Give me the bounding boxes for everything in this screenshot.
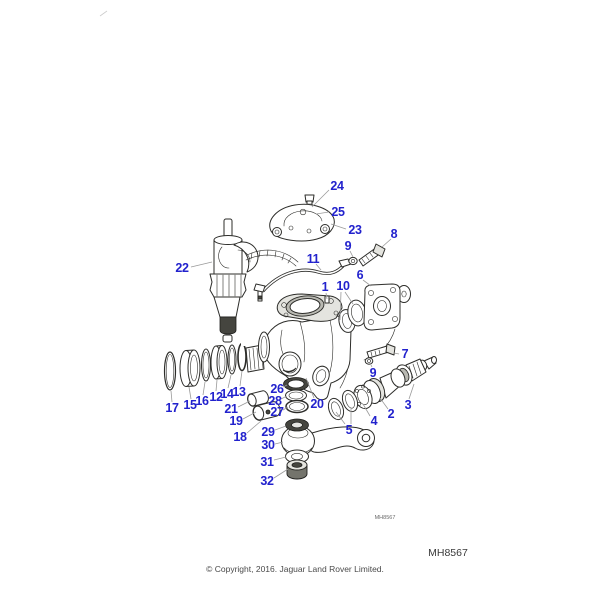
part-label-9[interactable]: 9 xyxy=(369,366,377,380)
drop-arm-illustration xyxy=(282,419,375,479)
part-label-10[interactable]: 10 xyxy=(336,279,350,293)
part-label-28[interactable]: 28 xyxy=(268,394,282,408)
bolt-7-illustration xyxy=(365,344,395,364)
part-label-31[interactable]: 31 xyxy=(260,455,274,469)
part-label-18[interactable]: 18 xyxy=(233,430,247,444)
housing-neck-mouth xyxy=(259,332,270,362)
part-label-30[interactable]: 30 xyxy=(261,438,275,452)
cover-plate-illustration xyxy=(270,195,335,241)
part-label-32[interactable]: 32 xyxy=(260,474,274,488)
leader-line-29 xyxy=(275,426,286,430)
part-label-15[interactable]: 15 xyxy=(183,398,197,412)
part-label-14[interactable]: 14 xyxy=(220,387,234,401)
leader-line-13 xyxy=(240,371,242,386)
leader-line-21 xyxy=(238,401,250,407)
leader-line-24 xyxy=(312,190,329,207)
registration-tick xyxy=(100,11,107,16)
part-label-1[interactable]: 1 xyxy=(321,280,329,294)
leader-line-31 xyxy=(274,457,286,460)
part-label-9[interactable]: 9 xyxy=(344,239,352,253)
part-label-22[interactable]: 22 xyxy=(175,261,189,275)
part-label-6[interactable]: 6 xyxy=(356,268,364,282)
part-label-20[interactable]: 20 xyxy=(310,397,324,411)
part-label-21[interactable]: 21 xyxy=(224,402,238,416)
leader-line-7 xyxy=(394,353,399,354)
leader-line-6 xyxy=(363,280,371,286)
leader-line-3 xyxy=(409,384,414,399)
part-label-4[interactable]: 4 xyxy=(370,414,378,428)
bolt-8-illustration xyxy=(349,244,385,266)
copyright-text: © Copyright, 2016. Jaguar Land Rover Limited. xyxy=(206,564,384,574)
part-label-19[interactable]: 19 xyxy=(229,414,243,428)
part-label-24[interactable]: 24 xyxy=(330,179,344,193)
diagram-code-large: MH8567 xyxy=(428,547,468,559)
part-label-11[interactable]: 11 xyxy=(306,252,320,266)
part-label-3[interactable]: 3 xyxy=(404,398,412,412)
leader-line-18 xyxy=(247,421,261,433)
part-label-2[interactable]: 2 xyxy=(387,407,395,421)
part-label-23[interactable]: 23 xyxy=(348,223,362,237)
part-label-16[interactable]: 16 xyxy=(195,394,209,408)
part-label-8[interactable]: 8 xyxy=(390,227,398,241)
diagram-code-small: MH8567 xyxy=(374,515,396,521)
snap-ring-gap xyxy=(241,342,246,346)
part-label-25[interactable]: 25 xyxy=(331,205,345,219)
part-label-17[interactable]: 17 xyxy=(165,401,179,415)
leader-line-10 xyxy=(345,292,353,304)
part-label-12[interactable]: 12 xyxy=(209,390,223,404)
part-label-26[interactable]: 26 xyxy=(270,382,284,396)
part-label-29[interactable]: 29 xyxy=(261,425,275,439)
part-label-13[interactable]: 13 xyxy=(232,385,246,399)
leader-line-8 xyxy=(382,239,391,247)
leader-line-32 xyxy=(274,469,288,478)
part-label-7[interactable]: 7 xyxy=(401,347,409,361)
part-label-5[interactable]: 5 xyxy=(345,423,353,437)
leader-line-22 xyxy=(191,262,212,267)
part-label-27[interactable]: 27 xyxy=(270,405,284,419)
